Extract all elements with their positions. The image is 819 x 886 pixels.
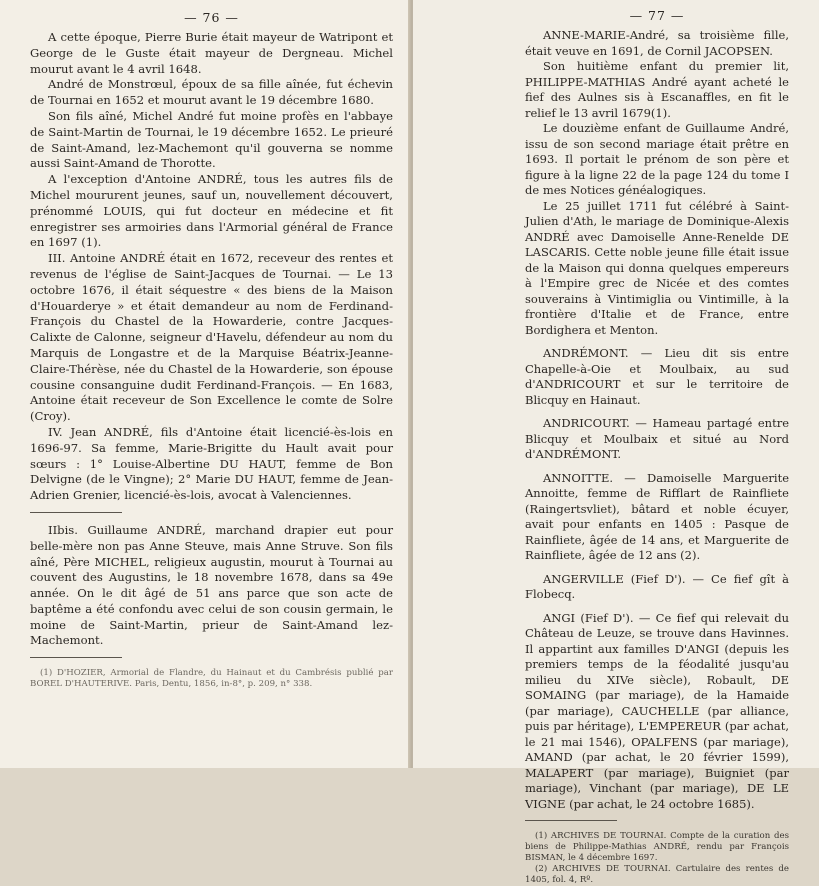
paragraph: IIbis. Guillaume ANDRÉ, marchand drapier eut pour belle-mère non pas Anne Steuve, mais Anne Struve. Son fils aîné, Père MICHEL, religieux augustin, mourut à Tournai au couvent des Augustins, le 18 novembre 1678, dans sa 49e année. On le dit âgé de 51 ans parce que son acte de baptême a été confondu avec celui de son cousin germain, le moine de Saint-Martin, prieur de Saint-Amand lez-Machemont. [30,522,393,648]
footnote-divider [525,820,617,821]
left-page [0,0,411,768]
paragraph: Le 25 juillet 1711 fut célébré à Saint-Julien d'Ath, le mariage de Dominique-Alexis ANDRÉ avec Damoiselle Anne-Renelde DE LASCARIS. Cette noble jeune fille était issue de la Maison qui donna quelques empereurs à l'Empire grec de Nicée et des comtes souverains à Vintimiglia ou Vintimille, à la frontière d'Italie et de France, entre Bordighera et Menton. [525,198,789,337]
left-body-continued [30,523,393,649]
paragraph: Son huitième enfant du premier lit, PHILIPPE-MATHIAS André ayant acheté le fief des Aulnes sis à Escanaffles, en fit le relief le 13 avril 1679(1). [525,59,789,120]
left-footnotes [30,668,393,690]
section-divider [30,512,122,513]
footnote: (1) ARCHIVES DE TOURNAI. Compte de la curation des biens de Philippe-Mathias ANDRÉ, rendu par François BISMAN, le 4 décembre 1697. [525,831,789,863]
page-number-left: — 76 — [184,10,239,25]
footnote: (2) ARCHIVES DE TOURNAI. Cartulaire des rentes de 1405, fol. 4, Rº. [525,864,789,885]
entry-angerville: ANGERVILLE (Fief D'). — Ce fief gît à Flobecq. [525,571,789,601]
paragraph: IV. Jean ANDRÉ, fils d'Antoine était licencié-ès-lois en 1696-97. Sa femme, Marie-Brigitte du Hault avait pour sœurs : 1° Louise-Albertine DU HAUT, femme de Bon Delvigne (de le Vingne); 2° Marie DU HAUT, femme de Jean-Adrien Grenier, licencié-ès-lois, avocat à Valenciennes. [30,424,393,503]
paragraph: A l'exception d'Antoine ANDRÉ, tous les autres fils de Michel moururent jeunes, sauf un, nouvellement découvert, prénommé LOUIS, qui fut docteur en médecine et fit enregistrer ses armoiries dans l'Armorial général de France en 1697 (1). [30,172,393,250]
right-page [413,0,819,885]
entry-andremont: ANDRÉMONT. — Lieu dit sis entre Chapelle-à-Oie et Moulbaix, au sud d'ANDRICOURT et sur le territoire de Blicquy en Hainaut. [525,346,789,407]
entry-andricourt: ANDRICOURT. — Hameau partagé entre Blicquy et Moulbaix et situé au Nord d'ANDRÉMONT. [525,416,789,461]
entry-annoitte: ANNOITTE. — Damoiselle Marguerite Annoitte, femme de Rifflart de Rainfliete (Raingertsvliet), bâtard et noble écuyer, avait pour enfants en 1405 : Pasque de Rainfliete, âgée de 14 ans, et Marguerite de Rainfliete, âgée de 12 ans (2). [525,470,789,562]
footnote-divider [30,657,122,658]
paragraph: A cette époque, Pierre Burie était mayeur de Watripont et George de le Guste était mayeur de Dergneau. Michel mourut avant le 4 avril 1648. [30,30,393,76]
entry-angi: ANGI (Fief D'). — Ce fief qui relevait du Château de Leuze, se trouve dans Havinnes. Il appartint aux familles D'ANGI (depuis les premiers temps de la féodalité jusqu'au milieu du XIVe siècle), Robault, DE SOMAING (par mariage), de la Hamaide (par mariage), CAUCHELLE (par alliance, puis par héritage), L'EMPEREUR (par achat, le 21 mai 1546), OPALFENS (par mariage), AMAND (par achat, le 20 février 1599), MALAPERT (par mariage), Buigniet (par mariage), Vinchant (par mariage), DE LE VIGNE (par achat, le 24 octobre 1685). [525,610,789,811]
paragraph: ANNE-MARIE-André, sa troisième fille, était veuve en 1691, de Cornil JACOPSEN. [525,28,789,58]
paragraph: Son fils aîné, Michel André fut moine profès en l'abbaye de Saint-Martin de Tournai, le 19 décembre 1652. Le prieuré de Saint-Amand, lez-Machemont qu'il gouverna se nomme aussi Saint-Amand de Thorotte. [30,108,393,171]
paragraph: III. Antoine ANDRÉ était en 1672, receveur des rentes et revenus de l'église de Saint-Jacques de Tournai. — Le 13 octobre 1676, il était séquestre « des biens de la Maison d'Houarderye » et était demandeur au nom de Ferdinand-François du Chastel de la Howarderie, contre Jacques-Calixte de Calonne, seigneur d'Havelu, défendeur au nom du Marquis de Longastre et de la Marquise Béatrix-Jeanne-Claire-Thérèse, née du Chastel de la Howarderie, son épouse cousine consanguine dudit Ferdinand-François. — En 1683, Antoine était receveur de Son Excellence le comte de Solre (Croy). [30,251,393,424]
right-body [525,28,789,812]
right-footnotes [525,831,789,886]
paragraph: André de Monstrœul, époux de sa fille aînée, fut échevin de Tournai en 1652 et mourut avant le 19 décembre 1680. [30,77,393,108]
footnote: (1) D'HOZIER, Armorial de Flandre, du Hainaut et du Cambrésis publié par BOREL D'HAUTERIVE. Paris, Dentu, 1856, in-8°, p. 209, n° 338. [30,668,393,690]
paragraph: Le douzième enfant de Guillaume André, issu de son second mariage était prêtre en 1693. Il portait le prénom de son père et figure à la ligne 22 de la page 124 du tome I de mes Notices généalogiques. [525,121,789,197]
page-number-right: — 77 — [629,8,685,23]
left-body [30,30,393,504]
